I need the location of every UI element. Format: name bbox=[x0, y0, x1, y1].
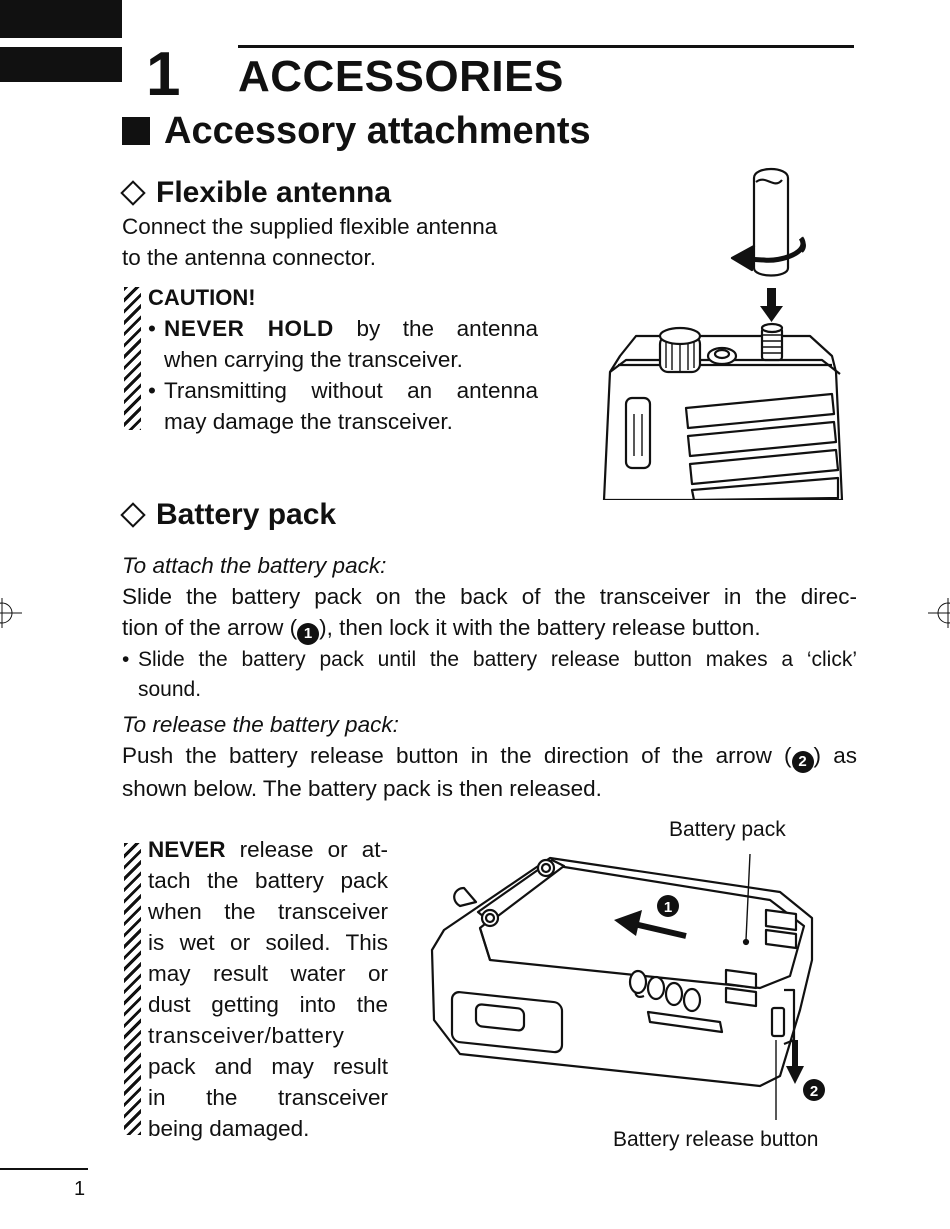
battery-release bbox=[122, 709, 857, 804]
caution-hatch-bar bbox=[124, 287, 141, 430]
release-text: ) as bbox=[813, 743, 857, 768]
attach-text-line: Slide the battery pack on the back of the transceiver in the direc- bbox=[122, 584, 857, 609]
caution-item-text bbox=[164, 313, 538, 344]
diamond-icon bbox=[120, 502, 145, 527]
attach-bullet-line: sound. bbox=[138, 677, 202, 701]
release-text: Push the battery release button in the direction of the arrow ( bbox=[122, 743, 792, 768]
chapter-number: 1 bbox=[146, 40, 181, 109]
caution-item bbox=[148, 313, 538, 344]
section-title bbox=[122, 112, 591, 150]
caution-text: by the antenna bbox=[333, 316, 538, 341]
bullet-dot-icon: • bbox=[122, 647, 130, 671]
square-bullet-icon bbox=[122, 117, 150, 145]
section-title-text: Accessory attachments bbox=[164, 110, 591, 152]
caution-heading: CAUTION! bbox=[148, 285, 256, 310]
battery-title-text: Battery pack bbox=[156, 498, 337, 531]
antenna-illustration bbox=[596, 160, 856, 500]
arrow-2-marker-text: 2 bbox=[809, 1083, 819, 1100]
battery-pack-label: Battery pack bbox=[669, 818, 786, 841]
warning-bold: NEVER bbox=[148, 837, 226, 862]
chapter-title: ACCESSORIES bbox=[238, 52, 564, 101]
attach-bullet-line: Slide the battery pack until the battery release button makes a ‘click’ bbox=[138, 647, 857, 671]
release-text-line: shown below. The battery pack is then released. bbox=[122, 775, 602, 801]
registration-mark-right bbox=[928, 598, 950, 628]
caution-text: may damage the transceiver. bbox=[164, 409, 453, 434]
warning-line: is wet or soiled. This bbox=[148, 930, 388, 955]
battery-illustration bbox=[420, 840, 840, 1130]
battery-attach bbox=[122, 550, 857, 705]
antenna-intro-line: to the antenna connector. bbox=[122, 245, 376, 270]
header-tab-bottom bbox=[0, 47, 122, 82]
warning-text: release or at- bbox=[225, 837, 388, 862]
header-tab-top bbox=[0, 0, 122, 38]
arrow-1-marker-text: 1 bbox=[663, 899, 673, 916]
header-rule bbox=[238, 45, 854, 48]
footer-rule bbox=[0, 1168, 88, 1170]
attach-bullet bbox=[122, 645, 857, 705]
battery-title bbox=[120, 500, 336, 530]
diamond-icon bbox=[120, 180, 145, 205]
attach-text: ), then lock it with the battery release button. bbox=[319, 615, 761, 640]
release-text-line bbox=[122, 740, 857, 773]
warning-line: pack and may result bbox=[148, 1054, 388, 1079]
caution-item bbox=[148, 375, 538, 406]
battery-warning bbox=[148, 834, 388, 1144]
arrow-1-badge: 1 bbox=[297, 623, 319, 645]
caution-text: when carrying the transceiver. bbox=[164, 347, 463, 372]
antenna-intro bbox=[122, 211, 552, 273]
warning-hatch-bar bbox=[124, 843, 141, 1135]
attach-heading: To attach the battery pack: bbox=[122, 553, 387, 578]
arrow-2-badge: 2 bbox=[792, 751, 814, 773]
antenna-intro-line: Connect the supplied flexible antenna bbox=[122, 214, 498, 239]
warning-line bbox=[148, 834, 388, 865]
release-heading: To release the battery pack: bbox=[122, 712, 399, 737]
registration-mark-left bbox=[0, 598, 22, 628]
caution-bold: NEVER HOLD bbox=[164, 316, 334, 341]
antenna-title-text: Flexible antenna bbox=[156, 176, 392, 209]
bullet-dot-icon: • bbox=[148, 316, 156, 341]
antenna-caution bbox=[148, 282, 538, 437]
attach-text-line bbox=[122, 612, 857, 645]
warning-line: in the transceiver bbox=[148, 1085, 388, 1110]
warning-line: may result water or bbox=[148, 961, 388, 986]
attach-bullet-text bbox=[138, 645, 857, 705]
release-button-label: Battery release button bbox=[613, 1128, 819, 1151]
warning-line: being damaged. bbox=[148, 1116, 310, 1141]
page-number: 1 bbox=[74, 1178, 86, 1200]
warning-line: tach the battery pack bbox=[148, 868, 388, 893]
caution-item-text: Transmitting without an antenna bbox=[164, 378, 538, 403]
bullet-dot-icon: • bbox=[148, 378, 156, 403]
attach-text: tion of the arrow ( bbox=[122, 615, 298, 640]
warning-line: when the transceiver bbox=[148, 899, 388, 924]
warning-line: dust getting into the bbox=[148, 992, 388, 1017]
warning-line: transceiver/battery bbox=[148, 1023, 345, 1048]
antenna-title bbox=[120, 178, 391, 208]
